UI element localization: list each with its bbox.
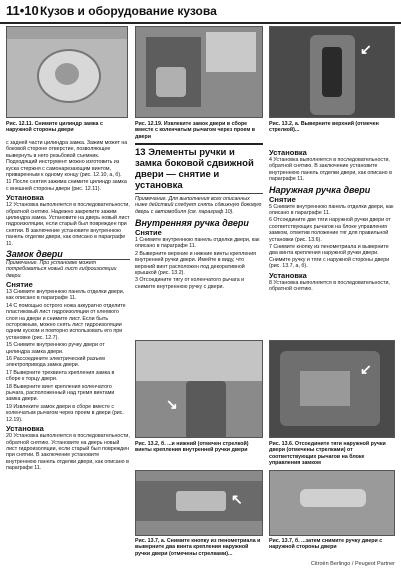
heading-installation: Установка (6, 193, 44, 203)
page-header (0, 0, 401, 24)
step-2: 2 Выверните верхние и нижние винты крепления внутренней ручки двери. Имейте в виду, что верхний винт расположен под декоративной крышкой (рис. 13.2). (135, 250, 257, 276)
heading-inner-handle: Внутренняя ручка двери (135, 217, 249, 228)
heading-removal: Снятие (135, 227, 162, 237)
step-6: 6 Отсоедините две тяги наружной ручки двери от соответствующих рычагов на блоке управления замком, отметив положение тяг для правильной установки (рис. 13.6). (269, 217, 391, 243)
step-20: 20 Установка выполняется в последовательности, обратной снятию. Установите на дверь новый лист гидроизоляции, если старый был поврежден при снятии. В заключение установите внутреннюю панель отделки двери, как описано в параграфе 11. (6, 433, 130, 472)
column-3 (269, 148, 395, 294)
column-1 (6, 140, 130, 473)
column-2 (135, 143, 263, 291)
step-5: 5 Снимите внутреннюю панель отделки двери, как описано в параграфе 11. (269, 203, 394, 217)
step-13: 13 Снимите внутреннюю панель отделки двери, как описано в параграфе 11. (6, 288, 125, 302)
divider (135, 193, 263, 194)
caption-fig-13-7a: Рис. 13.7, а. Снимите кнопку из пенометриала и выверните два винта крепления наружной ручки двери (отмечены стрелками)... (135, 538, 261, 557)
caption-fig-13-2a: Рис. 13.2, а. Выверните верхний (отмечен стрелкой)... (269, 121, 379, 134)
intro-paragraph: с задней части цилиндра замка. Зажим может на боковой стороне отверстие, позволяющее вывернуть в него резьбовой съемник. Подходящий инструмент можно изготовить из куска стержня с самонарезающим винтом, приваренным к одному концу (рис. 12.10, а, б). (6, 140, 128, 179)
photo-fig-12-19 (135, 26, 263, 118)
heading-installation-2: Установка (6, 424, 44, 434)
arrow-icon: ↘ (166, 396, 178, 412)
step-3: 3 Отсоедините тягу от коленчатого рычага и снимите внутреннюю ручку с двери. (135, 277, 245, 290)
step-14: 14 С помощью острого ножа аккуратно отделите пластиковый лист гидроизоляции от клеевого слоя на двери и снимите лист. Если быть осторожным, можно снять лист гидроизоляции одним куском и повторно использовать его при установке (рис. 12.7). (6, 302, 126, 341)
step-15: 15 Снимите внутреннюю ручку двери от цилиндра замка двери. (6, 342, 105, 355)
arrow-icon: ↖ (231, 491, 243, 507)
caption-fig-13-7b: Рис. 13.7, б. ...затем снимите ручку двери с наружной стороны двери (269, 538, 383, 551)
heading-removal: Снятие (6, 279, 33, 289)
arrow-icon: ↙ (360, 361, 372, 377)
step-18: 18 Выверните винт крепления коленчатого рычага, расположенный над тремя винтами замка двери. (6, 383, 115, 403)
photo-fig-13-6 (269, 340, 395, 438)
step-7: 7 Снимите кнопку из пенометриала и выверните два винта крепления наружной ручки двери. Снимите ручку и тяги с наружной стороны двери (рис. 13.7, а, б). (269, 244, 390, 270)
section-13-note: Примечание. Для выполнения всех описанных ниже действий следует снять сдвижную боковую дверь с автомобиля (см. параграф 10). (135, 196, 262, 215)
column-2-steps (135, 237, 263, 290)
step-11: 11 После снятия зажима снимите цилиндр замка с внешней стороны двери (рис. 12.11). (6, 179, 127, 192)
chapter-title: Кузов и оборудование кузова (40, 4, 217, 18)
step-16: 16 Рассоедините электрический разъем электропривода замка двери. (6, 356, 105, 369)
step-1: 1 Снимите внутреннюю панель отделки двери, как описано в параграфе 11. (135, 236, 260, 250)
lock-note: Примечание. При установке может потребоваться новый лист гидроизоляции двери. (6, 260, 117, 279)
section-rule (135, 143, 263, 145)
caption-fig-13-6: Рис. 13.6. Отсоедините тяги наружной ручки двери (отмечены стрелками) от соответствующих рычагов на блоке управления замком (269, 441, 386, 466)
page-footer: Citroën Berlingo / Peugeot Partner (310, 561, 395, 567)
step-12: 12 Установка выполняется в последовательности, обратной снятию. Надежно закрепите зажим цилиндра замка. Установите на дверь новый лист гидроизоляции, если старый был поврежден при снятии. В заключение установите внутреннюю панель отделки двери, как описано в параграфе 11. (6, 202, 130, 247)
caption-fig-12-11: Рис. 12.11. Снимите цилиндр замка с наружной стороны двери (6, 121, 103, 134)
heading-outer-handle: Наружная ручка двери (269, 184, 371, 195)
page-number: 11•10 (6, 3, 39, 18)
photo-fig-13-2b (135, 340, 263, 438)
section-13-title: 13 Элементы ручки и замка боковой сдвижной двери — снятие и установка (135, 147, 254, 191)
heading-removal: Снятие (269, 194, 296, 204)
step-8: 8 Установка выполняется в последовательности, обратной снятию. (269, 279, 390, 293)
photo-fig-12-11 (6, 26, 128, 118)
caption-fig-13-2b: Рис. 13.2, б. ...и нижний (отмечен стрелкой) винты крепления внутренней ручки двери (135, 441, 249, 454)
step-17: 17 Выверните трехвинта крепления замка в сборе к торцу двери. (6, 369, 115, 383)
photo-fig-13-2a (269, 26, 395, 118)
heading-door-lock: Замок двери (6, 249, 63, 260)
caption-fig-12-19: Рис. 12.19. Извлеките замок двери в сборе вместе с коленчатым рычагом через проем в двери (135, 121, 255, 140)
step-4: 4 Установка выполняется в последовательности, обратной снятию. В заключение установите внутреннюю панель отделки двери, как описано в параграфе 11. (269, 157, 392, 183)
photo-fig-13-7b (269, 470, 395, 536)
step-19: 19 Извлеките замок двери в сборе вместе с коленчатым рычагом через проем в двери (рис. 12.19). (6, 403, 124, 423)
photo-fig-13-7a (135, 470, 263, 536)
heading-installation: Установка (269, 148, 307, 157)
arrow-icon: ↙ (360, 41, 372, 57)
heading-installation-2: Установка (269, 270, 307, 280)
